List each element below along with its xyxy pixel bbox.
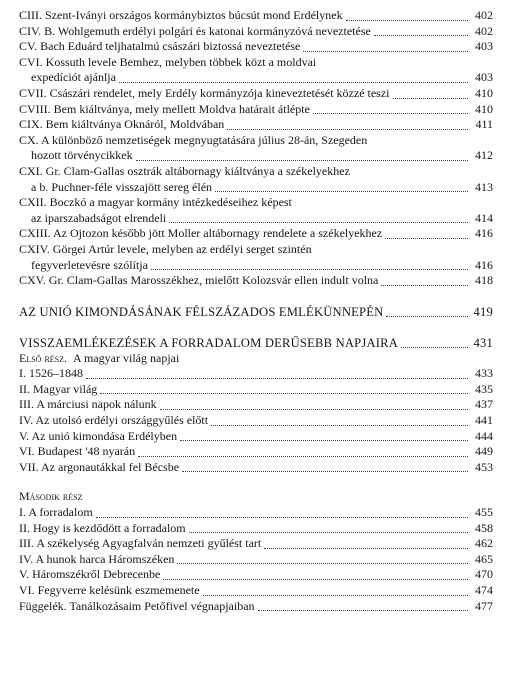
page-number: 419 xyxy=(473,304,493,319)
part-label: Második rész xyxy=(19,489,83,504)
page-number: 444 xyxy=(475,428,493,443)
part-title: A magyar világ napjai xyxy=(73,350,180,365)
page-number: 416 xyxy=(475,226,493,241)
section-heading: VISSZAEMLÉKEZÉSEK A FORRADALOM DERŰSEBB NAPJAIRA 431 xyxy=(19,335,493,350)
part-one-list xyxy=(19,366,493,475)
toc-entry: CVII. Császári rendelet, mely Erdély kormányzója kineveztetését közzé teszi 410 xyxy=(19,85,493,100)
toc-entry: CVIII. Bem kiáltványa, mely mellett Moldva határait átlépte 410 xyxy=(19,101,493,116)
dot-leader xyxy=(227,128,468,130)
toc-entry: CIV. B. Wohlgemuth erdélyi polgári és katonai kormányzóvá neveztetése 402 xyxy=(19,23,493,38)
toc-entry: Függelék. Tanálkozásaim Petőfivel végnapjaiban 477 xyxy=(19,598,493,613)
toc-entry: III. A márciusi napok nálunk 437 xyxy=(19,397,493,412)
toc-entry: CVI. Kossuth levele Bemhez, melyben többek közt a moldvai expedíciót ajánlja 403 xyxy=(19,54,493,85)
page-number: 462 xyxy=(475,536,493,551)
toc-entry: I. A forradalom 455 xyxy=(19,505,493,520)
dot-leader xyxy=(136,159,468,161)
dot-leader xyxy=(203,594,468,596)
toc-entry: CXIV. Görgei Artúr levele, melyben az erdélyi serget szintén fegyverletevésre szólítja 416 xyxy=(19,241,493,272)
page-number: 449 xyxy=(475,444,493,459)
toc-entry: CIX. Bem kiáltványa Oknáról, Moldvában 411 xyxy=(19,117,493,132)
page-number: 433 xyxy=(475,366,493,381)
dot-leader xyxy=(138,455,468,457)
toc-entry: CXI. Gr. Clam-Gallas osztrák altábornagy kiáltványa a székelyekhez a b. Puchner-féle visszajött sereg élén 413 xyxy=(19,163,493,194)
toc-entry: VI. Fegyverre kelésünk eszmemenete 474 xyxy=(19,583,493,597)
dot-leader xyxy=(180,439,468,441)
toc-entry: CV. Bach Eduárd teljhatalmú császári biztossá neveztetése 403 xyxy=(19,39,493,54)
dot-leader xyxy=(160,408,468,410)
dot-leader xyxy=(401,346,468,348)
dot-leader xyxy=(386,315,468,317)
page-number: 418 xyxy=(475,273,493,288)
page-number: 412 xyxy=(475,148,493,163)
toc-entry: CX. A különböző nemzetiségek megnyugtatására július 28-án, Szegeden hozott törvénycikkek 412 xyxy=(19,132,493,163)
page-number: 435 xyxy=(475,381,493,396)
page-number: 402 xyxy=(475,23,493,38)
page-number: 403 xyxy=(475,39,493,54)
dot-leader xyxy=(211,424,468,426)
dot-leader xyxy=(177,562,468,564)
dot-leader xyxy=(182,470,468,472)
page-number: 437 xyxy=(475,397,493,412)
toc-entry: VII. Az argonautákkal fel Bécsbe 453 xyxy=(19,459,493,474)
page-number: 477 xyxy=(475,598,493,613)
toc-entry: CXV. Gr. Clam-Gallas Marosszékhez, mielőtt Kolozsvár ellen indult volna 418 xyxy=(19,273,493,288)
page-number: 431 xyxy=(473,335,493,350)
dot-leader xyxy=(189,531,468,533)
dot-leader xyxy=(381,284,468,286)
table-of-contents xyxy=(19,8,493,614)
part-label: Első rész. xyxy=(19,350,68,365)
page-number: 416 xyxy=(475,257,493,272)
dot-leader xyxy=(169,221,468,223)
toc-entry: I. 1526–1848 433 xyxy=(19,366,493,381)
page-number: 458 xyxy=(475,520,493,535)
toc-entry: IV. A hunok harca Háromszéken 465 xyxy=(19,551,493,566)
page-number: 465 xyxy=(475,551,493,566)
dot-leader xyxy=(264,547,468,549)
dot-leader xyxy=(346,19,468,21)
toc-entry: IV. Az utolsó erdélyi országgyűlés előtt 441 xyxy=(19,413,493,428)
dot-leader xyxy=(151,268,468,270)
dot-leader xyxy=(86,377,468,379)
toc-entry: V. Az unió kimondása Erdélyben 444 xyxy=(19,428,493,443)
page-number: 402 xyxy=(475,8,493,22)
toc-entry: CXIII. Az Ojtozon később jött Moller altábornagy rendelete a székelyekhez 416 xyxy=(19,226,493,241)
page-number: 441 xyxy=(475,413,493,428)
page-number: 403 xyxy=(475,70,493,85)
page-number: 411 xyxy=(475,117,493,132)
documents-list xyxy=(19,8,493,289)
dot-leader xyxy=(385,237,468,239)
section-heading: AZ UNIÓ KIMONDÁSÁNAK FÉLSZÁZADOS EMLÉKÜNNEPÉN 419 xyxy=(19,304,493,319)
dot-leader xyxy=(96,516,468,518)
page-number: 414 xyxy=(475,210,493,225)
page-number: 474 xyxy=(475,583,493,597)
dot-leader xyxy=(393,97,468,99)
dot-leader xyxy=(215,190,468,192)
page-number: 413 xyxy=(475,179,493,194)
part-two-list xyxy=(19,505,493,614)
dot-leader xyxy=(303,50,468,52)
dot-leader xyxy=(258,609,468,611)
toc-entry: VI. Budapest '48 nyarán 449 xyxy=(19,444,493,459)
toc-entry: CIII. Szent-Iványi országos kormánybiztos búcsút mond Erdélynek 402 xyxy=(19,8,493,22)
part-heading xyxy=(19,489,493,505)
toc-entry: V. Háromszékről Debrecenbe 470 xyxy=(19,567,493,582)
toc-entry: III. A székelység Agyagfalván nemzeti gyűlést tart 462 xyxy=(19,536,493,551)
dot-leader xyxy=(374,34,468,36)
toc-entry: II. Magyar világ 435 xyxy=(19,381,493,396)
page-number: 410 xyxy=(475,85,493,100)
toc-entry: CXII. Boczkó a magyar kormány intézkedéseihez képest az iparszabadságot elrendeli 414 xyxy=(19,195,493,225)
page-number: 410 xyxy=(475,101,493,116)
page-number: 453 xyxy=(475,459,493,474)
page-number: 455 xyxy=(475,505,493,520)
dot-leader xyxy=(163,578,468,580)
dot-leader xyxy=(313,112,468,114)
page-number: 470 xyxy=(475,567,493,582)
dot-leader xyxy=(100,392,468,394)
toc-entry: II. Hogy is kezdődött a forradalom 458 xyxy=(19,520,493,535)
dot-leader xyxy=(119,81,468,83)
part-heading xyxy=(19,351,493,367)
